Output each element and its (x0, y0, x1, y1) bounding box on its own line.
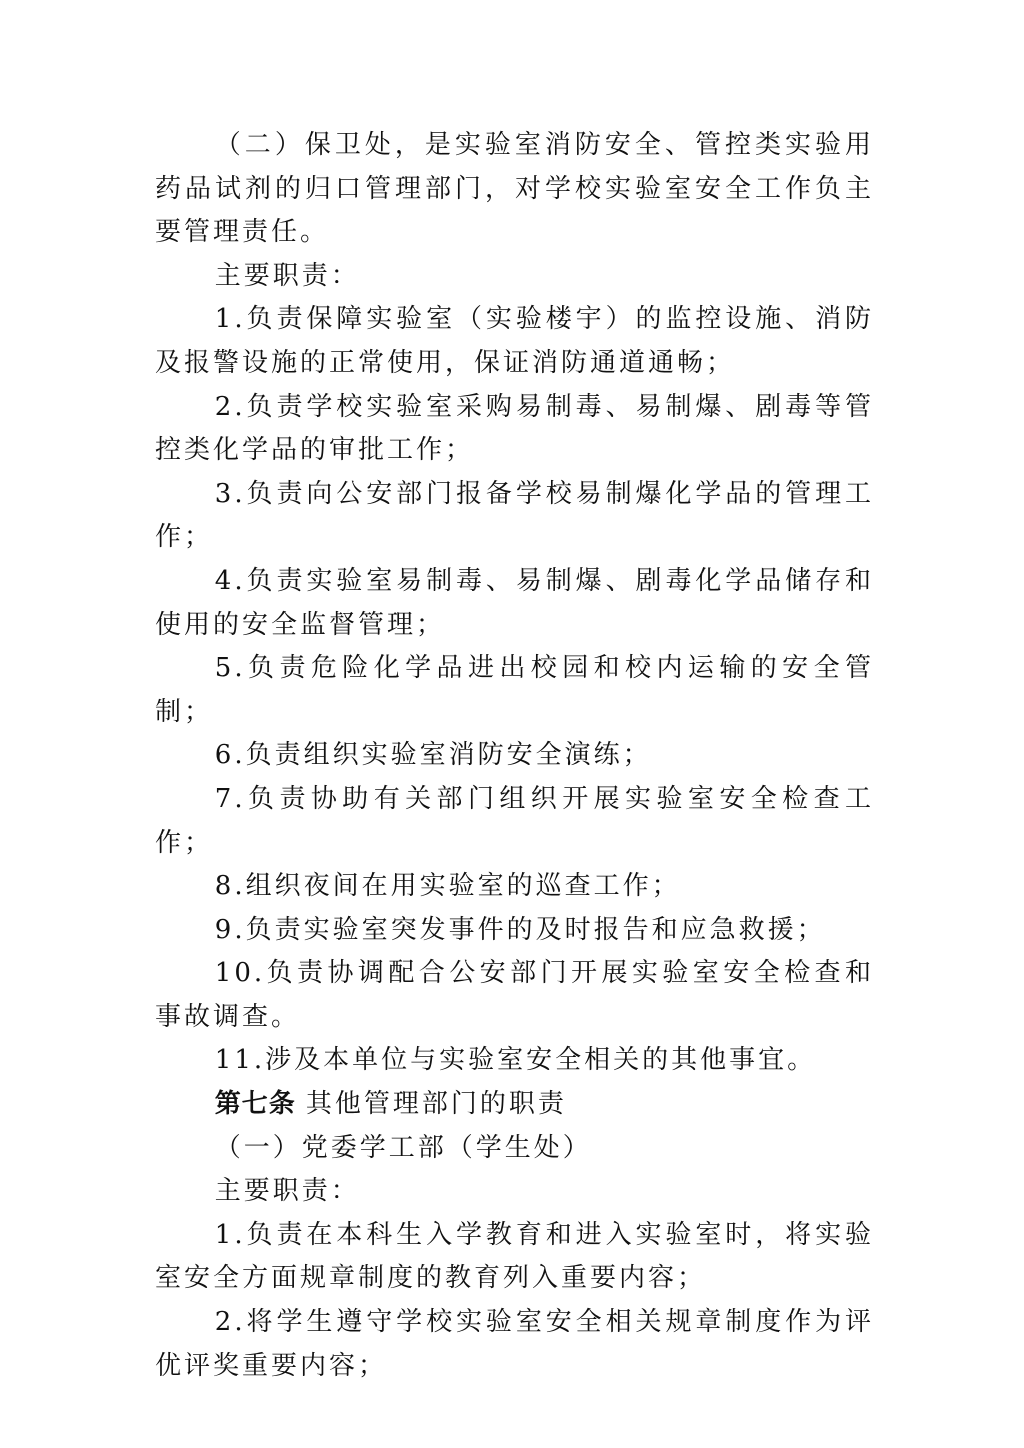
paragraph-duty-9: 9.负责实验室突发事件的及时报告和应急救援； (214, 914, 826, 945)
paragraph-duty-7: 7.负责协助有关部门组织开展实验室安全检查工作； (155, 783, 874, 858)
paragraph-duty-11: 11.涉及本单位与实验室安全相关的其他事宜。 (214, 1045, 817, 1076)
paragraph-duty-3: 3.负责向公安部门报备学校易制爆化学品的管理工作； (155, 478, 874, 553)
paragraph-student-duty-1: 1.负责在本科生入学教育和进入实验室时，将实验室安全方面规章制度的教育列入重要内容； (155, 1219, 874, 1294)
article-number: 第七条 (214, 1089, 296, 1120)
paragraph-duty-8: 8.组织夜间在用实验室的巡查工作； (214, 871, 681, 902)
paragraph-duty-10: 10.负责协调配合公安部门开展实验室安全检查和事故调查。 (155, 958, 874, 1032)
paragraph-duty-6: 6.负责组织实验室消防安全演练； (214, 740, 652, 771)
paragraph-duty-4: 4.负责实验室易制毒、易制爆、剧毒化学品储存和使用的安全监督管理； (155, 565, 874, 640)
paragraph-main-duties-label-2: 主要职责： (214, 1176, 360, 1207)
article-title: 其他管理部门的职责 (305, 1089, 567, 1120)
paragraph-duty-1: 1.负责保障实验室（实验楼宇）的监控设施、消防及报警设施的正常使用，保证消防通道通畅； (155, 304, 874, 378)
paragraph-student-affairs: （一）党委学工部（学生处） (214, 1132, 592, 1163)
paragraph-duty-2: 2.负责学校实验室采购易制毒、易制爆、剧毒等管控类化学品的审批工作； (155, 391, 874, 466)
article-heading (155, 1083, 874, 1127)
paragraph-duty-5: 5.负责危险化学品进出校园和校内运输的安全管制； (155, 653, 874, 727)
paragraph-main-duties-label: 主要职责： (214, 260, 360, 291)
paragraph-security-office: （二）保卫处，是实验室消防安全、管控类实验用药品试剂的归口管理部门，对学校实验室安全工作负主要管理责任。 (155, 130, 874, 248)
paragraph-student-duty-2: 2.将学生遵守学校实验室安全相关规章制度作为评优评奖重要内容； (155, 1307, 874, 1381)
